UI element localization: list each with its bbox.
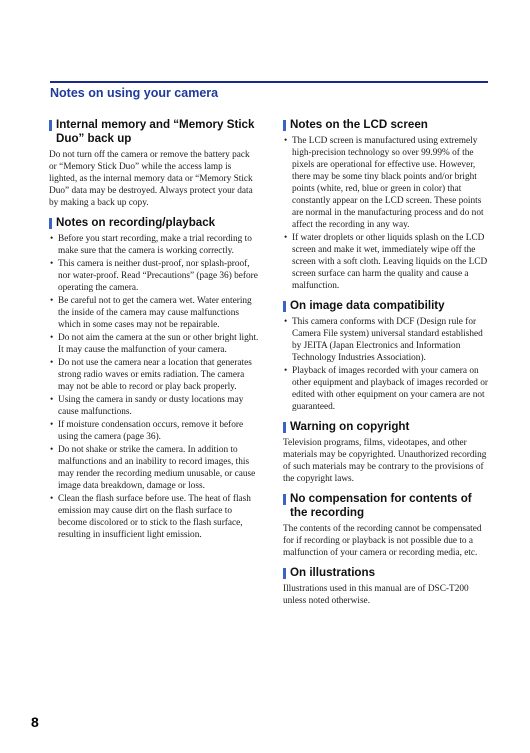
list-item: • Be careful not to get the camera wet. Water entering the inside of the camera may cause malfunctions which in some cases may not be repairable.: [50, 296, 252, 330]
heading-bar-marker: [283, 568, 286, 579]
section-heading-internal-memory: [49, 118, 259, 146]
section-heading-image-data: [283, 299, 490, 313]
heading-bar-marker: [49, 120, 52, 131]
section-heading-copyright: [283, 420, 490, 434]
heading-bar-marker: [283, 301, 286, 312]
list-item: • If moisture condensation occurs, remove it before using the camera (page 36).: [50, 420, 244, 442]
list-item: • This camera is neither dust-proof, nor splash-proof, nor water-proof. Read “Precautions” (page 36) before operating the camera.: [50, 259, 258, 293]
heading-bar-marker: [283, 422, 286, 433]
list-item: • Clean the flash surface before use. The heat of flash emission may cause dirt on the flash surface to become discolored or to stick to the flash surface, resulting in insufficient light emission.: [50, 494, 251, 540]
list-item: • Playback of images recorded with your camera on other equipment and playback of images recorded or edited with other equipment on your camera are not guaranteed.: [284, 366, 488, 412]
section-heading-recording-playback: [49, 216, 259, 230]
page-title: Notes on using your camera: [50, 86, 219, 100]
left-column: [49, 118, 259, 548]
illustrations-paragraph: Illustrations used in this manual are of DSC-T200 unless noted otherwise.: [283, 584, 469, 606]
section-heading-lcd-screen: [283, 118, 490, 132]
heading-text: Warning on copyright: [290, 420, 410, 433]
heading-text: Internal memory and “Memory Stick Duo” back up: [56, 118, 255, 145]
list-item: • Do not use the camera near a location that generates strong radio waves or emits radiation. The camera may not be able to record or play back properly.: [50, 358, 252, 392]
lcd-screen-list: [283, 135, 490, 292]
heading-bar-marker: [49, 218, 52, 229]
page-number: 8: [31, 714, 39, 730]
heading-bar-marker: [283, 494, 286, 505]
title-rule: [50, 81, 488, 83]
list-item: • Do not aim the camera at the sun or other bright light. It may cause the malfunction of your camera.: [50, 333, 259, 355]
list-item: • The LCD screen is manufactured using extremely high-precision technology so over 99.99% of the pixels are operational for effective use. However, there may be some tiny black points and/or bright points (white, red, blue or green in color) that constantly appear on the LCD screen. These points are normal in the manufacturing process and do not affect the recording in any way.: [284, 136, 484, 230]
list-item: • If water droplets or other liquids splash on the LCD screen and make it wet, immediately wipe off the screen with a soft cloth. Leaving liquids on the LCD screen surface can harm the quality and cause a malfunction.: [284, 233, 488, 291]
right-column: [283, 118, 490, 614]
recording-playback-list: [49, 233, 259, 541]
list-item: • This camera conforms with DCF (Design rule for Camera File system) universal standard established by JEITA (Japan Electronics and Information Technology Industries Association).: [284, 317, 483, 363]
list-item: • Using the camera in sandy or dusty locations may cause malfunctions.: [50, 395, 244, 417]
section-heading-no-compensation: [283, 492, 490, 520]
heading-text: Notes on the LCD screen: [290, 118, 428, 131]
list-item: • Before you start recording, make a trial recording to make sure that the camera is working correctly.: [50, 234, 252, 256]
image-data-list: [283, 316, 490, 413]
heading-text: On illustrations: [290, 566, 376, 579]
heading-bar-marker: [283, 120, 286, 131]
list-item: • Do not shake or strike the camera. In addition to malfunctions and an inability to record images, this may render the recording medium unusable, or cause image data breakdown, damage or loss.: [50, 445, 256, 491]
heading-text: On image data compatibility: [290, 299, 445, 312]
internal-memory-paragraph: Do not turn off the camera or remove the battery pack or “Memory Stick Duo” while the access lamp is lighted, as the internal memory data or “Memory Stick Duo” data may be destroyed. Always protect your data by making a back up copy.: [49, 150, 253, 208]
heading-text: No compensation for contents of the recording: [290, 492, 472, 519]
copyright-paragraph: Television programs, films, videotapes, and other materials may be copyrighted. Unauthorized recording of such materials may be contrary to the provisions of the copyright laws.: [283, 438, 487, 484]
section-heading-illustrations: [283, 566, 490, 580]
no-compensation-paragraph: The contents of the recording cannot be compensated for if recording or playback is not possible due to a malfunction of your camera or recording media, etc.: [283, 524, 482, 558]
heading-text: Notes on recording/playback: [56, 216, 216, 229]
